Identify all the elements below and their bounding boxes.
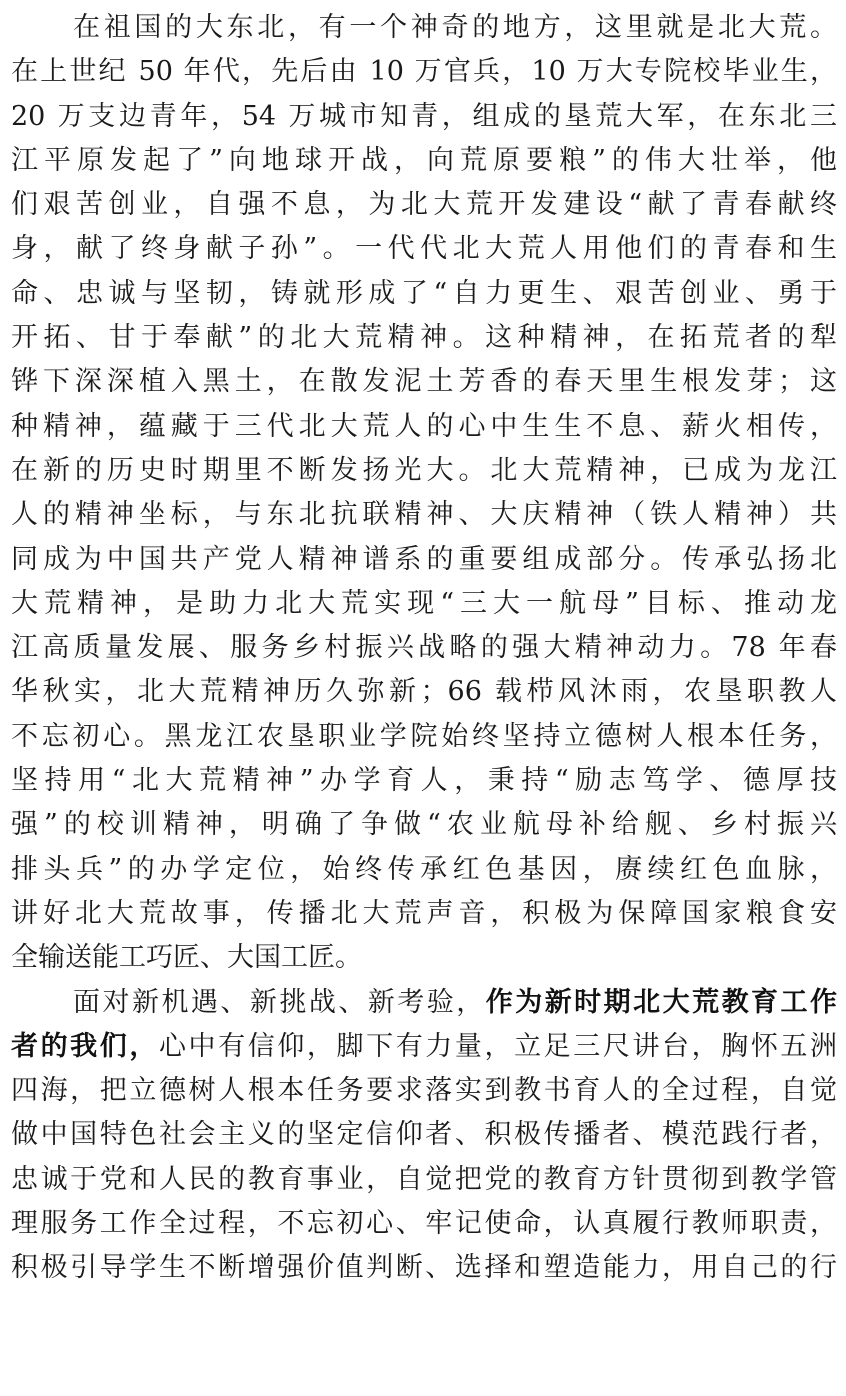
paragraph-2 xyxy=(11,981,837,1291)
text-line: 在祖国的大东北，有一个神奇的地方，这里就是北大荒。 xyxy=(73,12,837,43)
text-line: 做中国特色社会主义的坚定信仰者、积极传播者、模范践行者， xyxy=(11,1119,837,1151)
paragraph-1 xyxy=(11,6,837,981)
text-line xyxy=(11,1025,837,1069)
text-line: 们艰苦创业，自强不息，为北大荒开发建设“献了青春献终 xyxy=(11,189,837,221)
text-line: 铧下深深植入黑土，在散发泥土芳香的春天里生根发芽；这 xyxy=(11,366,837,398)
text-line: 大荒精神，是助力北大荒实现“三大一航母”目标、推动龙 xyxy=(11,587,837,619)
text-run: 心中有信仰，脚下有力量，立足三尺讲台，胸怀五洲 xyxy=(158,1030,837,1062)
text-run: 面对新机遇、新挑战、新考验， xyxy=(73,986,486,1018)
text-line: 人的精神坐标，与东北抗联精神、大庆精神（铁人精神）共 xyxy=(11,499,837,531)
text-line: 强”的校训精神，明确了争做“农业航母补给舰、乡村振兴 xyxy=(11,809,837,841)
bold-text-run: 者的我们， xyxy=(11,1030,159,1062)
text-line: 开拓、甘于奉献”的北大荒精神。这种精神，在拓荒者的犁 xyxy=(11,322,837,354)
text-line: 江高质量发展、服务乡村振兴战略的强大精神动力。78 年春 xyxy=(11,632,837,664)
text-line: 种精神，蕴藏于三代北大荒人的心中生生不息、薪火相传， xyxy=(11,410,837,442)
text-line: 坚持用“北大荒精神”办学育人，秉持“励志笃学、德厚技 xyxy=(11,765,837,797)
text-line: 理服务工作全过程，不忘初心、牢记使命，认真履行教师职责， xyxy=(11,1208,837,1240)
text-line: 同成为中国共产党人精神谱系的重要组成部分。传承弘扬北 xyxy=(11,543,837,575)
text-line: 不忘初心。黑龙江农垦职业学院始终坚持立德树人根本任务， xyxy=(11,720,837,752)
document-page xyxy=(11,6,837,1291)
text-line: 全输送能工巧匠、大国工匠。 xyxy=(11,942,362,974)
text-line: 命、忠诚与坚韧，铸就形成了“自力更生、艰苦创业、勇于 xyxy=(11,277,837,309)
text-line: 讲好北大荒故事，传播北大荒声音，积极为保障国家粮食安 xyxy=(11,897,837,929)
text-line: 20 万支边青年，54 万城市知青，组成的垦荒大军，在东北三 xyxy=(11,100,837,132)
text-line: 在新的历史时期里不断发扬光大。北大荒精神，已成为龙江 xyxy=(11,454,837,486)
text-line: 身，献了终身献子孙”。一代代北大荒人用他们的青春和生 xyxy=(11,233,837,265)
text-line: 积极引导学生不断增强价值判断、选择和塑造能力，用自己的行 xyxy=(11,1252,837,1284)
text-line: 华秋实，北大荒精神历久弥新；66 载栉风沐雨，农垦职教人 xyxy=(11,676,837,708)
text-line: 忠诚于党和人民的教育事业，自觉把党的教育方针贯彻到教学管 xyxy=(11,1163,837,1195)
text-line xyxy=(11,981,837,1025)
text-line: 排头兵”的办学定位，始终传承红色基因，赓续红色血脉， xyxy=(11,853,837,885)
text-line: 江平原发起了”向地球开战，向荒原要粮”的伟大壮举，他 xyxy=(11,144,837,176)
bold-text-run: 作为新时期北大荒教育工作 xyxy=(485,986,837,1018)
text-line: 四海，把立德树人根本任务要求落实到教书育人的全过程，自觉 xyxy=(11,1075,837,1107)
text-line: 在上世纪 50 年代，先后由 10 万官兵，10 万大专院校毕业生， xyxy=(11,56,837,88)
